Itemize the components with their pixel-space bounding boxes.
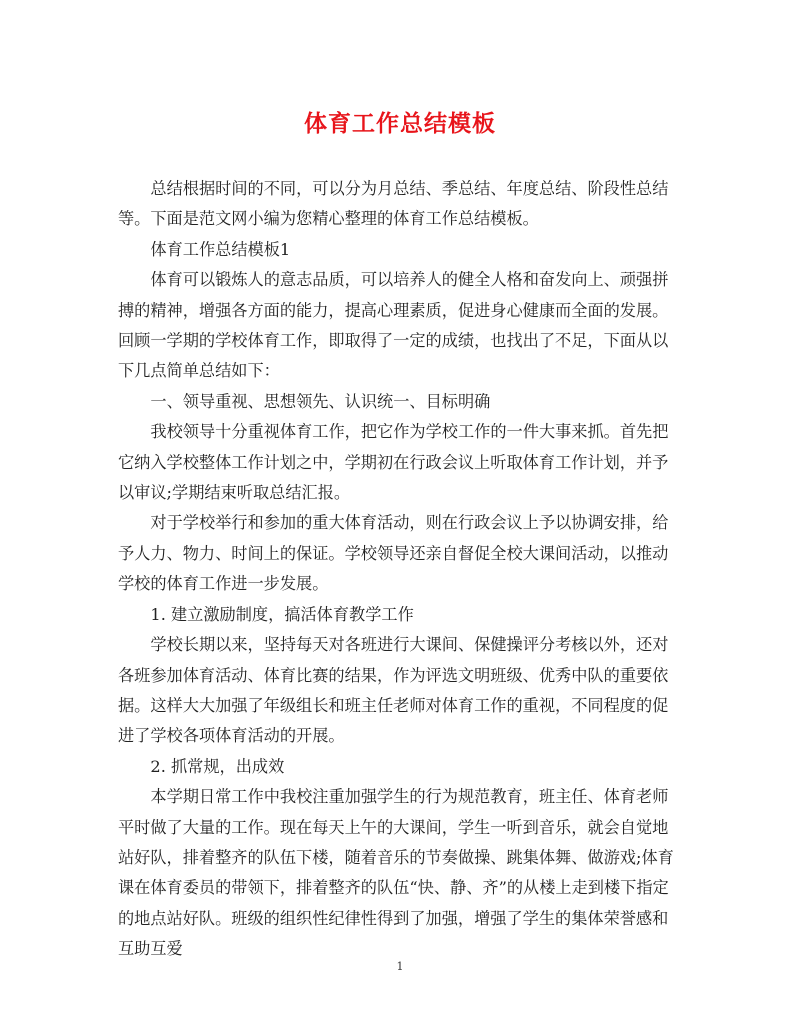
- subsection-heading-2: 2. 抓常规，出成效: [150, 756, 285, 776]
- document-body: [118, 174, 683, 965]
- paragraph-overview: 体育可以锻炼人的意志品质，可以培养人的健全人格和奋发向上、顽强拼搏的精神，增强各方面的能力，提高心理素质，促进身心健康而全面的发展。回顾一学期的学校体育工作，即取得了一定的成绩，也找出了不足，下面从以下几点简单总结如下：: [118, 270, 669, 381]
- section-heading-1: 一、领导重视、思想领先、认识统一、目标明确: [150, 391, 491, 411]
- paragraph-leadership: 我校领导十分重视体育工作，把它作为学校工作的一件大事来抓。首先把它纳入学校整体工作计划之中，学期初在行政会议上听取体育工作计划，并予以审议;学期结束听取总结汇报。: [118, 422, 669, 503]
- subsection-heading-1: 1. 建立激励制度，搞活体育教学工作: [150, 604, 414, 624]
- paragraph-routine: 本学期日常工作中我校注重加强学生的行为规范教育，班主任、体育老师平时做了大量的工作。现在每天上午的大课间，学生一听到音乐，就会自觉地站好队，排着整齐的队伍下楼，随着音乐的节奏做操、跳集体舞、做游戏;体育课在体育委员的带领下，排着整齐的队伍“快、静、齐”的从楼上走到楼下指定的地点站好队。班级的组织性纪律性得到了加强，增强了学生的集体荣誉感和互助互爱: [118, 787, 674, 959]
- page-number: 1: [396, 960, 404, 973]
- paragraph-heading-template-1: 体育工作总结模板1: [150, 239, 291, 259]
- page-title: 体育工作总结模板: [304, 110, 496, 137]
- paragraph-intro: 总结根据时间的不同，可以分为月总结、季总结、年度总结、阶段性总结等。下面是范文网小编为您精心整理的体育工作总结模板。: [118, 179, 669, 229]
- paragraph-activities: 对于学校举行和参加的重大体育活动，则在行政会议上予以协调安排，给予人力、物力、时间上的保证。学校领导还亲自督促全校大课间活动，以推动学校的体育工作进一步发展。: [118, 513, 669, 594]
- paragraph-incentive: 学校长期以来，坚持每天对各班进行大课间、保健操评分考核以外，还对各班参加体育活动、体育比赛的结果，作为评选文明班级、优秀中队的重要依据。这样大大加强了年级组长和班主任老师对体育工作的重视，不同程度的促进了学校各项体育活动的开展。: [118, 635, 669, 746]
